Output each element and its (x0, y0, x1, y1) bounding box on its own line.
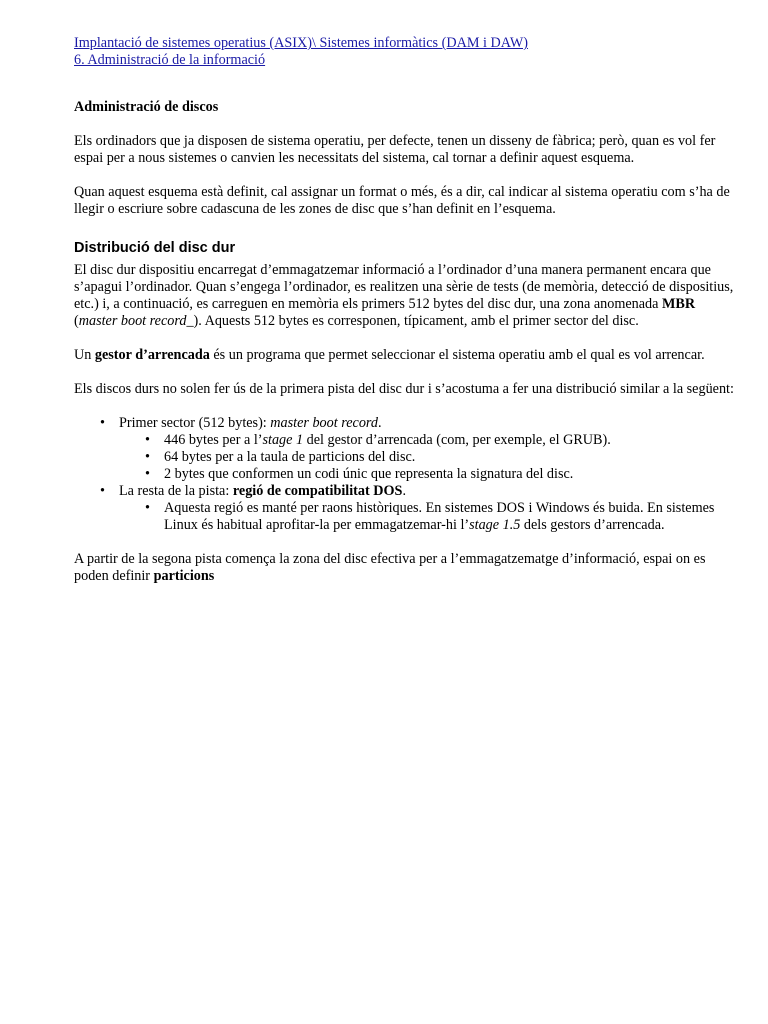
paragraph-boot-manager (74, 347, 736, 364)
text-fragment: A partir de la segona pista comença la zona del disc efectiva per a l’emmagatzematge d’informació, espai on es poden definir (74, 551, 706, 584)
disk-layout-list (74, 415, 736, 534)
text-fragment: Aquesta regió es manté per raons històriques. En sistemes DOS i Windows és buida. En sistemes Linux és habitual aprofitar-la per emmagatzemar-hi l’ (164, 500, 715, 533)
paragraph-format: Quan aquest esquema està definit, cal assignar un format o més, és a dir, cal indicar al sistema operatiu com s’ha de llegir o escriure sobre cadascuna de les zones de disc que s’han definit en l’esquema. (74, 184, 730, 217)
text-fragment: El disc dur dispositiu encarregat d’emmagatzemar informació a l’ordinador d’una manera permanent encara que s’apagui l’ordinador. Quan s’engega l’ordinador, es realitzen una sèrie de tests (de memòria, detecció de dispositius, etc.) i, a continuació, es carreguen en memòria els primers 512 bytes del disc dur, una zona anomenada (74, 262, 734, 312)
text-fragment: dels gestors d’arrencada. (520, 517, 665, 533)
term-stage-1: stage 1 (262, 432, 304, 448)
text-fragment: és un programa que permet seleccionar el sistema operatiu amb el qual es vol arrencar. (209, 347, 705, 363)
list-item-stage1 (119, 432, 736, 449)
text-fragment: 446 bytes per a l’ (164, 432, 263, 448)
first-sector-sublist (119, 432, 736, 483)
term-boot-manager: gestor d’arrencada (94, 347, 210, 363)
text-fragment: . (378, 415, 382, 431)
paragraph-partitions (74, 551, 736, 585)
list-item-historic-region (119, 500, 736, 534)
breadcrumb-link-unit[interactable]: 6. Administració de la informació (74, 52, 266, 68)
list-item-signature: • 2 bytes que conformen un codi únic que representa la signatura del disc. (119, 466, 736, 483)
text-fragment: ). Aquests 512 bytes es corresponen, típicament, amb el primer sector del disc. (193, 313, 639, 329)
term-mbr: MBR (662, 296, 696, 312)
term-dos-compat-region: regió de compatibilitat DOS (232, 483, 403, 499)
paragraph-hard-disk (74, 262, 736, 330)
list-item-first-sector (74, 415, 736, 483)
section-heading-disk-admin: Administració de discos (74, 99, 219, 115)
breadcrumb-link-course[interactable]: Implantació de sistemes operatius (ASIX)\ Sistemes informàtics (DAM i DAW) (74, 35, 528, 51)
list-item-rest-of-track (74, 483, 736, 534)
term-master-boot-record: master boot record_ (78, 313, 194, 329)
list-item-partition-table: • 64 bytes per a la taula de particions del disc. (119, 449, 736, 466)
section-heading-disk-distribution: Distribució del disc dur (74, 240, 236, 256)
paragraph-intro: Els ordinadors que ja disposen de sistema operatiu, per defecte, tenen un disseny de fàbrica; però, quan es vol fer espai per a nous sistemes o canvien les necessitats del sistema, cal tornar a definir aquest esquema. (74, 133, 716, 166)
text-fragment: La resta de la pista: (119, 483, 233, 499)
text-fragment: del gestor d’arrencada (com, per exemple, el GRUB). (303, 432, 611, 448)
term-partitions: particions (153, 568, 215, 584)
text-fragment: ( (74, 313, 79, 329)
document-content (74, 35, 736, 585)
text-fragment: . (402, 483, 406, 499)
text-fragment: Un (74, 347, 95, 363)
paragraph-distribution: Els discos durs no solen fer ús de la primera pista del disc dur i s’acostuma a fer una distribució similar a la següent: (74, 381, 734, 397)
term-master-boot-record: master boot record (270, 415, 379, 431)
rest-of-track-sublist (119, 500, 736, 534)
text-fragment: Primer sector (512 bytes): (119, 415, 271, 431)
term-stage-1-5: stage 1.5 (469, 517, 521, 533)
